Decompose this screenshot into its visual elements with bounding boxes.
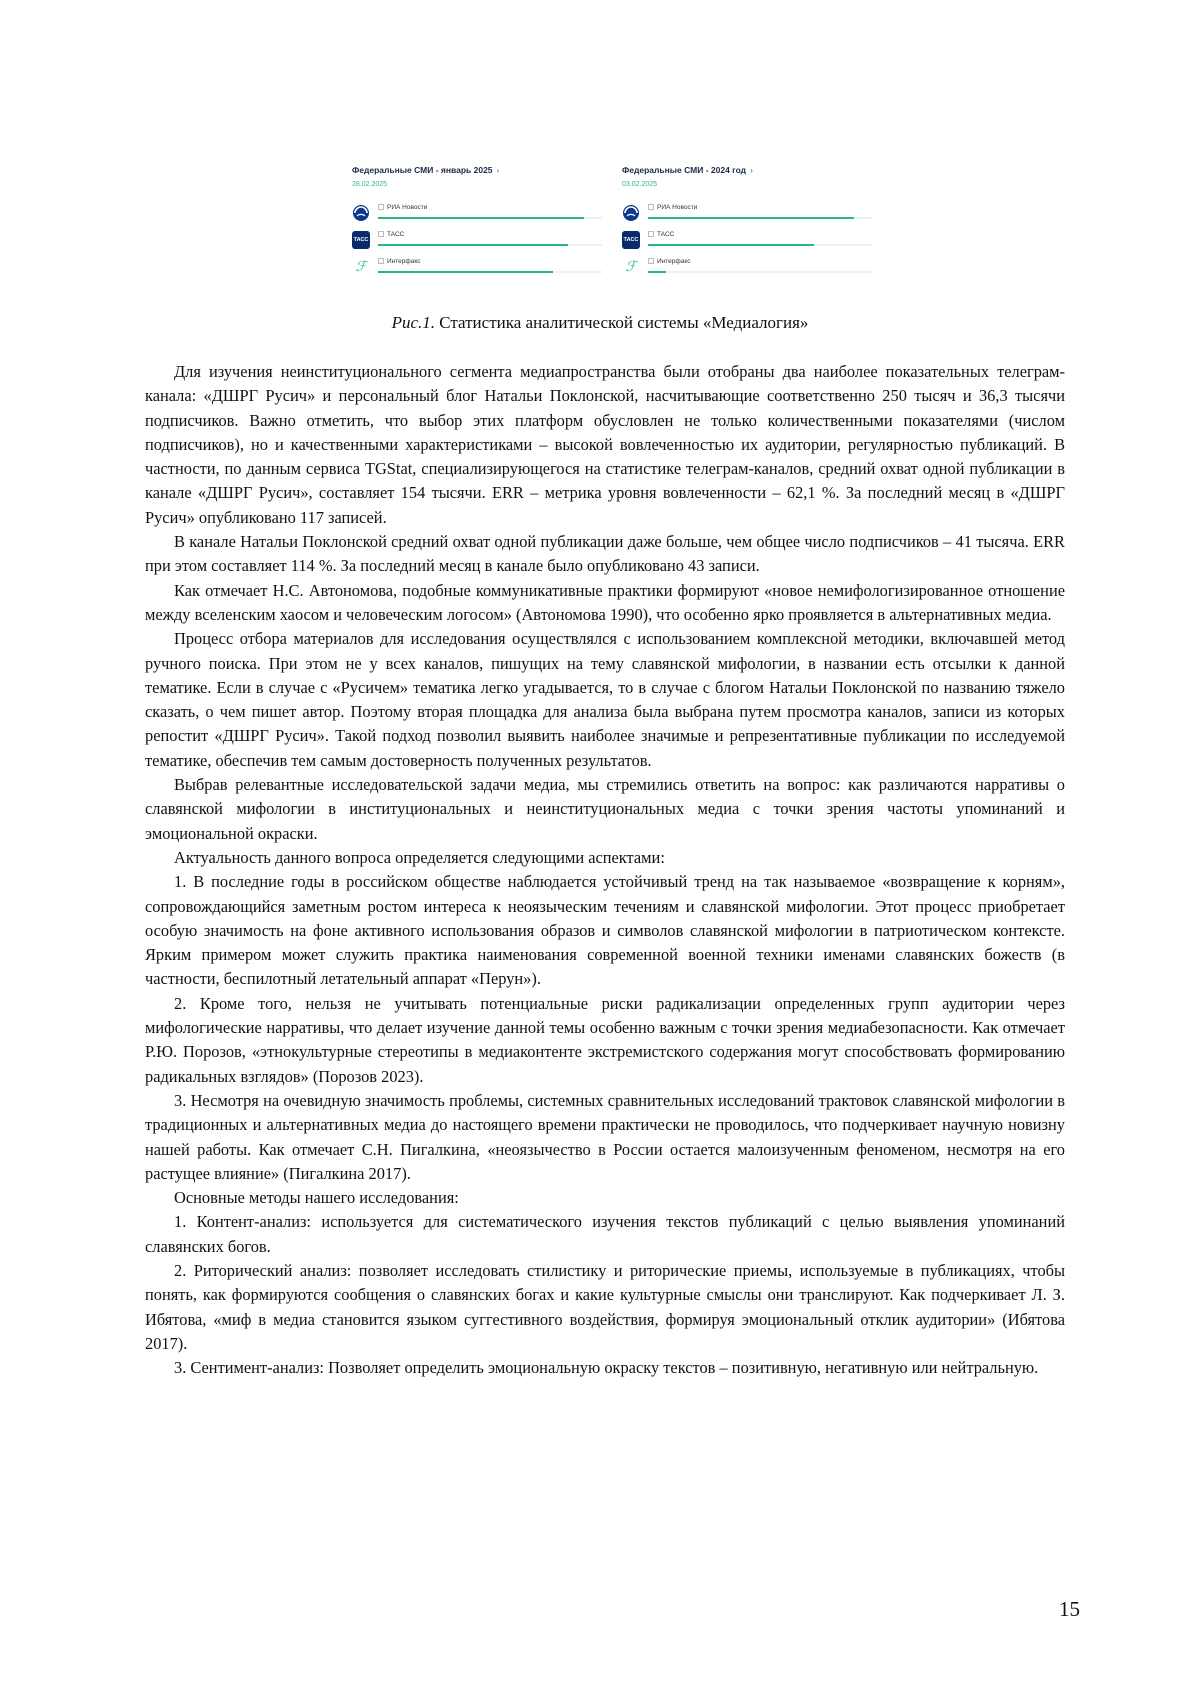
outlet-row-ria	[352, 204, 602, 226]
rating-bar-fill	[378, 271, 553, 273]
outlet-name: РИА Новости	[387, 204, 428, 211]
paragraph: Как отмечает Н.С. Автономова, подобные коммуникативные практики формируют «новое немифологизированное отношение между вселенским хаосом и человеческим логосом» (Автономова 1990), что особенно ярко проявляется в альтернативных медиа.	[145, 580, 1065, 624]
page-number: 15	[1059, 1597, 1080, 1621]
paragraph: 3. Сентимент-анализ: Позволяет определить эмоциональную окраску текстов – позитивную, негативную или нейтральную.	[174, 1358, 1039, 1378]
outlet-name: Интерфакс	[657, 258, 691, 265]
paragraph: Основные методы нашего исследования:	[174, 1188, 459, 1208]
paragraph: Актуальность данного вопроса определяется следующими аспектами:	[174, 847, 665, 867]
chevron-right-icon: ›	[496, 165, 500, 175]
paragraph: Выбрав релевантные исследовательской задачи медиа, мы стремились ответить на вопрос: как различаются нарративы о славянской мифологии в институциональных и неинституциональных медиа с точки зрения частоты упоминаний и эмоциональной окраски.	[145, 775, 1065, 843]
paragraph: Процесс отбора материалов для исследования осуществлялся с использованием комплексной методики, включавшей метод ручного поиска. При этом не у всех каналов, пишущих на тему славянской мифологии, в названии есть отсылки к данной тематике. Если в случае с «Русичем» тематика легко угадывается, то в случае с блогом Натальи Поклонской по названию тяжело сказать, о чем пишет автор. Поэтому вторая площадка для анализа была выбрана путем просмотра каналов, записи из которых репостит «ДШРГ Русич». Такой подход позволил выявить наиболее значимые и репрезентативные публикации по исследуемой тематике, обеспечив тем самым достоверность полученных результатов.	[145, 629, 1065, 770]
interfax-logo-icon: ℱ	[625, 259, 637, 275]
paragraph: 1. Контент-анализ: используется для систематического изучения текстов публикаций с целью выявления упоминаний славянских богов.	[145, 1212, 1065, 1256]
rating-bar-fill	[648, 271, 666, 273]
figure-caption-text: Статистика аналитической системы «Медиалогия»	[435, 313, 809, 332]
ratings-panel-january-2025	[352, 160, 602, 285]
panel-date: 28.02.2025	[352, 181, 388, 188]
tass-logo-icon: ТАСС	[352, 231, 370, 249]
chevron-right-icon: ›	[750, 165, 753, 175]
rating-bar-fill	[378, 244, 568, 246]
rating-bar	[648, 244, 872, 246]
checkbox-icon	[648, 231, 654, 237]
outlet-row-interfax	[622, 258, 872, 280]
ria-logo-icon	[622, 204, 640, 222]
outlet-row-interfax	[352, 258, 602, 280]
outlet-name: РИА Новости	[657, 204, 698, 211]
outlet-row-tass	[622, 231, 872, 253]
interfax-logo-icon: ℱ	[355, 259, 367, 275]
paragraph: 3. Несмотря на очевидную значимость проблемы, системных сравнительных исследований трактовок славянской мифологии в традиционных и альтернативных медиа до настоящего времени практически не проводилось, что подчеркивает научную новизну нашей работы. Как отмечает С.Н. Пигалкина, «неоязычество в России остается малоизученным феноменом, несмотря на его растущее влияние» (Пигалкина 2017).	[145, 1090, 1065, 1183]
paragraph: 2. Риторический анализ: позволяет исследовать стилистику и риторические приемы, используемые в публикациях, чтобы понять, как формируются сообщения о славянских богах и какие культурные смыслы они транслируют. Как подчеркивает Л. З. Ибятова, «миф в медиа становится языком суггестивного воздействия, формируя эмоциональный отклик аудитории» (Ибятова 2017).	[145, 1260, 1065, 1353]
paragraph: В канале Натальи Поклонской средний охват одной публикации даже больше, чем общее число подписчиков – 41 тысяча. ERR при этом составляет 114 %. За последний месяц в канале было опубликовано 43 записи.	[145, 532, 1065, 576]
rating-bar-fill	[648, 217, 854, 219]
ria-logo-icon	[352, 204, 370, 222]
checkbox-icon	[648, 204, 654, 210]
body-text	[145, 360, 1065, 1380]
checkbox-icon	[648, 258, 654, 264]
rating-bar	[378, 271, 602, 273]
paragraph: Для изучения неинституционального сегмента медиапространства были отобраны два наиболее показательных телеграм-канала: «ДШРГ Русич» и персональный блог Натальи Поклонской, насчитывающие соответственно 250 тысяч и 36,3 тысячи подписчиков. Важно отметить, что выбор этих платформ обусловлен не только количественными показателями (числом подписчиков), но и качественными характеристиками – высокой вовлеченностью их аудитории, регулярностью публикаций. В частности, по данным сервиса TGStat, специализирующегося на статистике телеграм-каналов, средний охват одной публикации в канале «ДШРГ Русич», составляет 154 тысячи. ERR – метрика уровня вовлеченности – 62,1 %. За последний месяц в «ДШРГ Русич» опубликовано 117 записей.	[145, 362, 1065, 527]
paragraph: 1. В последние годы в российском обществе наблюдается устойчивый тренд на так называемое «возвращение к корням», сопровождающийся заметным ростом интереса к неоязыческим течениям и славянской мифологии. Этот процесс приобретает особую значимость на фоне активного использования образов и символов славянской мифологии в патриотическом контексте. Ярким примером может служить практика наименования современной военной техники именами славянских божеств (в частности, беспилотный летательный аппарат «Перун»).	[145, 872, 1065, 989]
outlet-name: ТАСС	[657, 231, 675, 238]
checkbox-icon	[378, 231, 384, 237]
tass-logo-icon: ТАСС	[622, 231, 640, 249]
checkbox-icon	[378, 204, 384, 210]
outlet-name: Интерфакс	[387, 258, 421, 265]
rating-bar-fill	[648, 244, 814, 246]
rating-bar-fill	[378, 217, 584, 219]
checkbox-icon	[378, 258, 384, 264]
rating-bar	[378, 217, 602, 219]
panel-title[interactable]: Федеральные СМИ - январь 2025 ›	[352, 165, 500, 175]
panel-date: 03.02.2025	[622, 181, 658, 188]
rating-bar	[648, 217, 872, 219]
ratings-panel-2024	[622, 160, 872, 285]
outlet-row-tass	[352, 231, 602, 253]
outlet-row-ria	[622, 204, 872, 226]
paragraph: 2. Кроме того, нельзя не учитывать потенциальные риски радикализации определенных групп аудитории через мифологические нарративы, что делает изучение данной темы особенно важным с точки зрения медиабезопасности. Как отмечает Р.Ю. Порозов, «этнокультурные стереотипы в медиаконтенте экстремистского содержания могут способствовать формированию радикальных взглядов» (Порозов 2023).	[145, 993, 1065, 1086]
figure-caption	[0, 313, 1200, 333]
panel-title[interactable]: Федеральные СМИ - 2024 год ›	[622, 165, 753, 175]
outlet-name: ТАСС	[387, 231, 405, 238]
rating-bar	[648, 271, 872, 273]
rating-bar	[378, 244, 602, 246]
figure-label: Рис.1.	[391, 313, 436, 332]
medialogia-figure	[352, 160, 882, 285]
